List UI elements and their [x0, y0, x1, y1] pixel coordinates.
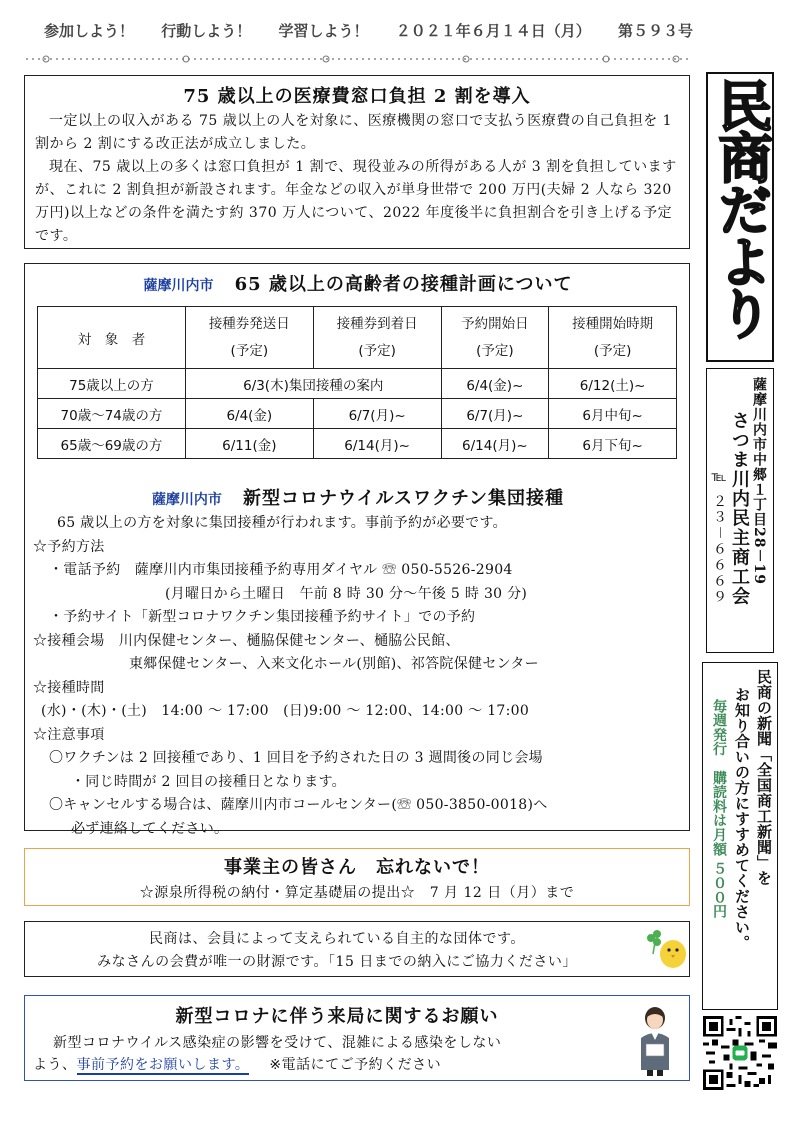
article-medical-fee: [24, 75, 690, 249]
slogan-1: 参加しよう！: [44, 22, 135, 40]
time-line: (水)・(木)・(土) 14:00 ～ 17:00 (日)9:00 ～ 12:00、14:00 ～ 17:00: [41, 703, 530, 719]
vaccination-plan-heading: [25, 270, 691, 296]
employer-reminder-title: 事業主の皆さん 忘れないで！: [224, 857, 490, 878]
qr-code-icon: [703, 1016, 777, 1090]
table-row: [38, 399, 677, 429]
vaccine-group-title: 新型コロナウイルスワクチン集団接種: [243, 488, 565, 509]
slogan-2: 行動しよう！: [161, 22, 252, 40]
header-divider: [26, 52, 688, 66]
note-2b: 必ず連絡してください。: [71, 820, 229, 837]
site-reservation: ・予約サイト「新型コロナワクチン集団接種予約サイト」での予約: [49, 609, 476, 625]
reservation-method-heading: ☆予約方法: [33, 538, 105, 555]
table-row: [38, 429, 677, 459]
slogan-3: 学習しよう！: [278, 22, 369, 40]
time-heading: ☆接種時間: [33, 679, 105, 696]
vaccine-intro: 65 歳以上の方を対象に集団接種が行われます。事前予約が必要です。: [57, 515, 507, 531]
organization-phone: ℡ ２３－６６６９: [711, 469, 727, 606]
venue-line-2: 東郷保健センター、入来文化ホール(別館)、祁答院保健センター: [129, 656, 539, 672]
table-cell-send: 6/4(金): [185, 399, 313, 429]
issue-number: 第５９３号: [618, 22, 694, 40]
article-medical-fee-paragraph-1: 一定以上の収入がある 75 歳以上の人を対象に、医療機関の窓口で支払う医療費の自己負担を 1 割から 2 割にする改正法が成立しました。: [35, 113, 673, 152]
table-cell-target: 70歳～74歳の方: [38, 399, 186, 429]
staff-woman-icon: [633, 1004, 677, 1076]
article-medical-fee-title: 75 歳以上の医療費窓口負担 2 割を導入: [183, 86, 531, 107]
table-header-target: 対 象 者: [38, 307, 186, 369]
note-1b: ・同じ時間が 2 回目の接種日となります。: [71, 773, 346, 790]
masthead-title: 民商だより: [710, 78, 773, 338]
table-cell-send: 6/11(金): [185, 429, 313, 459]
article-visit-request: [24, 995, 690, 1081]
ad-line-1: 民商の新聞「全国商工新聞」を: [755, 669, 773, 886]
newspaper-ad-box: [702, 662, 778, 1010]
table-cell-start: 6月中旬~: [549, 399, 677, 429]
table-cell-target: 75歳以上の方: [38, 369, 186, 399]
table-cell-start: 6月下旬~: [549, 429, 677, 459]
table-cell-arrive: 6/7(月)~: [313, 399, 441, 429]
visit-request-line-1: 新型コロナウイルス感染症の影響を受けて、混雑による感染をしない: [53, 1035, 502, 1051]
city-label: 薩摩川内市: [143, 278, 214, 294]
vaccination-plan-title: 65 歳以上の高齢者の接種計画について: [234, 274, 573, 295]
note-1a: 〇ワクチンは 2 回接種であり、1 回目を予約された日の 3 週間後の同じ会場: [49, 750, 543, 766]
vaccination-schedule-table: [37, 306, 677, 459]
chick-clover-icon: [643, 926, 689, 972]
table-header-send: 接種券発送日 (予定): [185, 307, 313, 369]
venue-line-1: ☆接種会場 川内保健センター、樋脇保健センター、樋脇公民館、: [33, 632, 460, 649]
phone-reservation: ・電話予約 薩摩川内市集団接種予約専用ダイヤル ☏ 050-5526-2904: [49, 562, 513, 578]
table-header-start: 接種開始時期 (予定): [549, 307, 677, 369]
membership-line-2: みなさんの会費が唯一の財源です。「15 日までの納入にご協力ください」: [97, 954, 577, 970]
organization-name: さつま川内民主商工会: [729, 411, 750, 606]
article-membership: [24, 921, 690, 977]
visit-request-line-2: よう、事前予約をお願いします。 ※電話にてご予約ください: [33, 1057, 442, 1073]
note-2a: 〇キャンセルする場合は、薩摩川内市コールセンター(☏ 050-3850-0018)へ: [49, 797, 548, 813]
table-row: [38, 369, 677, 399]
table-cell-target: 65歳～69歳の方: [38, 429, 186, 459]
membership-line-1: 民商は、会員によって支えられている自主的な団体です。: [149, 931, 525, 947]
table-cell-arrive: 6/14(月)~: [313, 429, 441, 459]
table-header-reserve: 予約開始日 (予定): [441, 307, 549, 369]
table-cell-start: 6/12(土)~: [549, 369, 677, 399]
notes-heading: ☆注意事項: [33, 726, 105, 743]
phone-hours: (月曜日から土曜日 午前 8 時 30 分～午後 5 時 30 分): [165, 585, 528, 602]
vaccine-group-heading: [25, 484, 691, 510]
advance-reservation-link: 事前予約をお願いします。: [76, 1057, 250, 1073]
table-cell-merged: 6/3(木)集団接種の案内: [185, 369, 441, 399]
ad-line-3: 毎週発行 購読料は月額 ５００円: [711, 699, 727, 919]
city-label: 薩摩川内市: [151, 492, 222, 508]
organization-address-box: [706, 368, 774, 653]
vaccine-group-body: [33, 512, 683, 841]
article-employer-reminder: [24, 848, 690, 906]
article-vaccination: [24, 263, 690, 837]
masthead: [706, 72, 774, 362]
organization-address: 薩摩川内市中郷１丁目28－19: [751, 377, 767, 585]
employer-reminder-line: ☆源泉所得税の納付・算定基礎届の提出☆ 7 月 12 日（月）まで: [139, 885, 575, 901]
visit-request-title: 新型コロナに伴う来局に関するお願い: [175, 1006, 499, 1027]
table-cell-reserve: 6/14(月)~: [441, 429, 549, 459]
table-cell-reserve: 6/7(月)~: [441, 399, 549, 429]
table-header-arrive: 接種券到着日 (予定): [313, 307, 441, 369]
table-cell-reserve: 6/4(金)~: [441, 369, 549, 399]
header: [44, 20, 764, 48]
ad-line-2: お知り合いの方にすすめてください。: [733, 687, 751, 951]
article-medical-fee-paragraph-2: 現在、75 歳以上の多くは窓口負担が 1 割で、現役並みの所得がある人が 3 割を負担していますが、これに 2 割負担が新設されます。年金などの収入が単身世帯で 200 万円(夫婦 2 人なら 320 万円)以上などの条件を満たす約 370 万人について、2022 年度後半に負担割合を引き上げる予定です。: [35, 159, 677, 244]
issue-date: ２０２１年６月１４日（月）: [395, 22, 591, 40]
